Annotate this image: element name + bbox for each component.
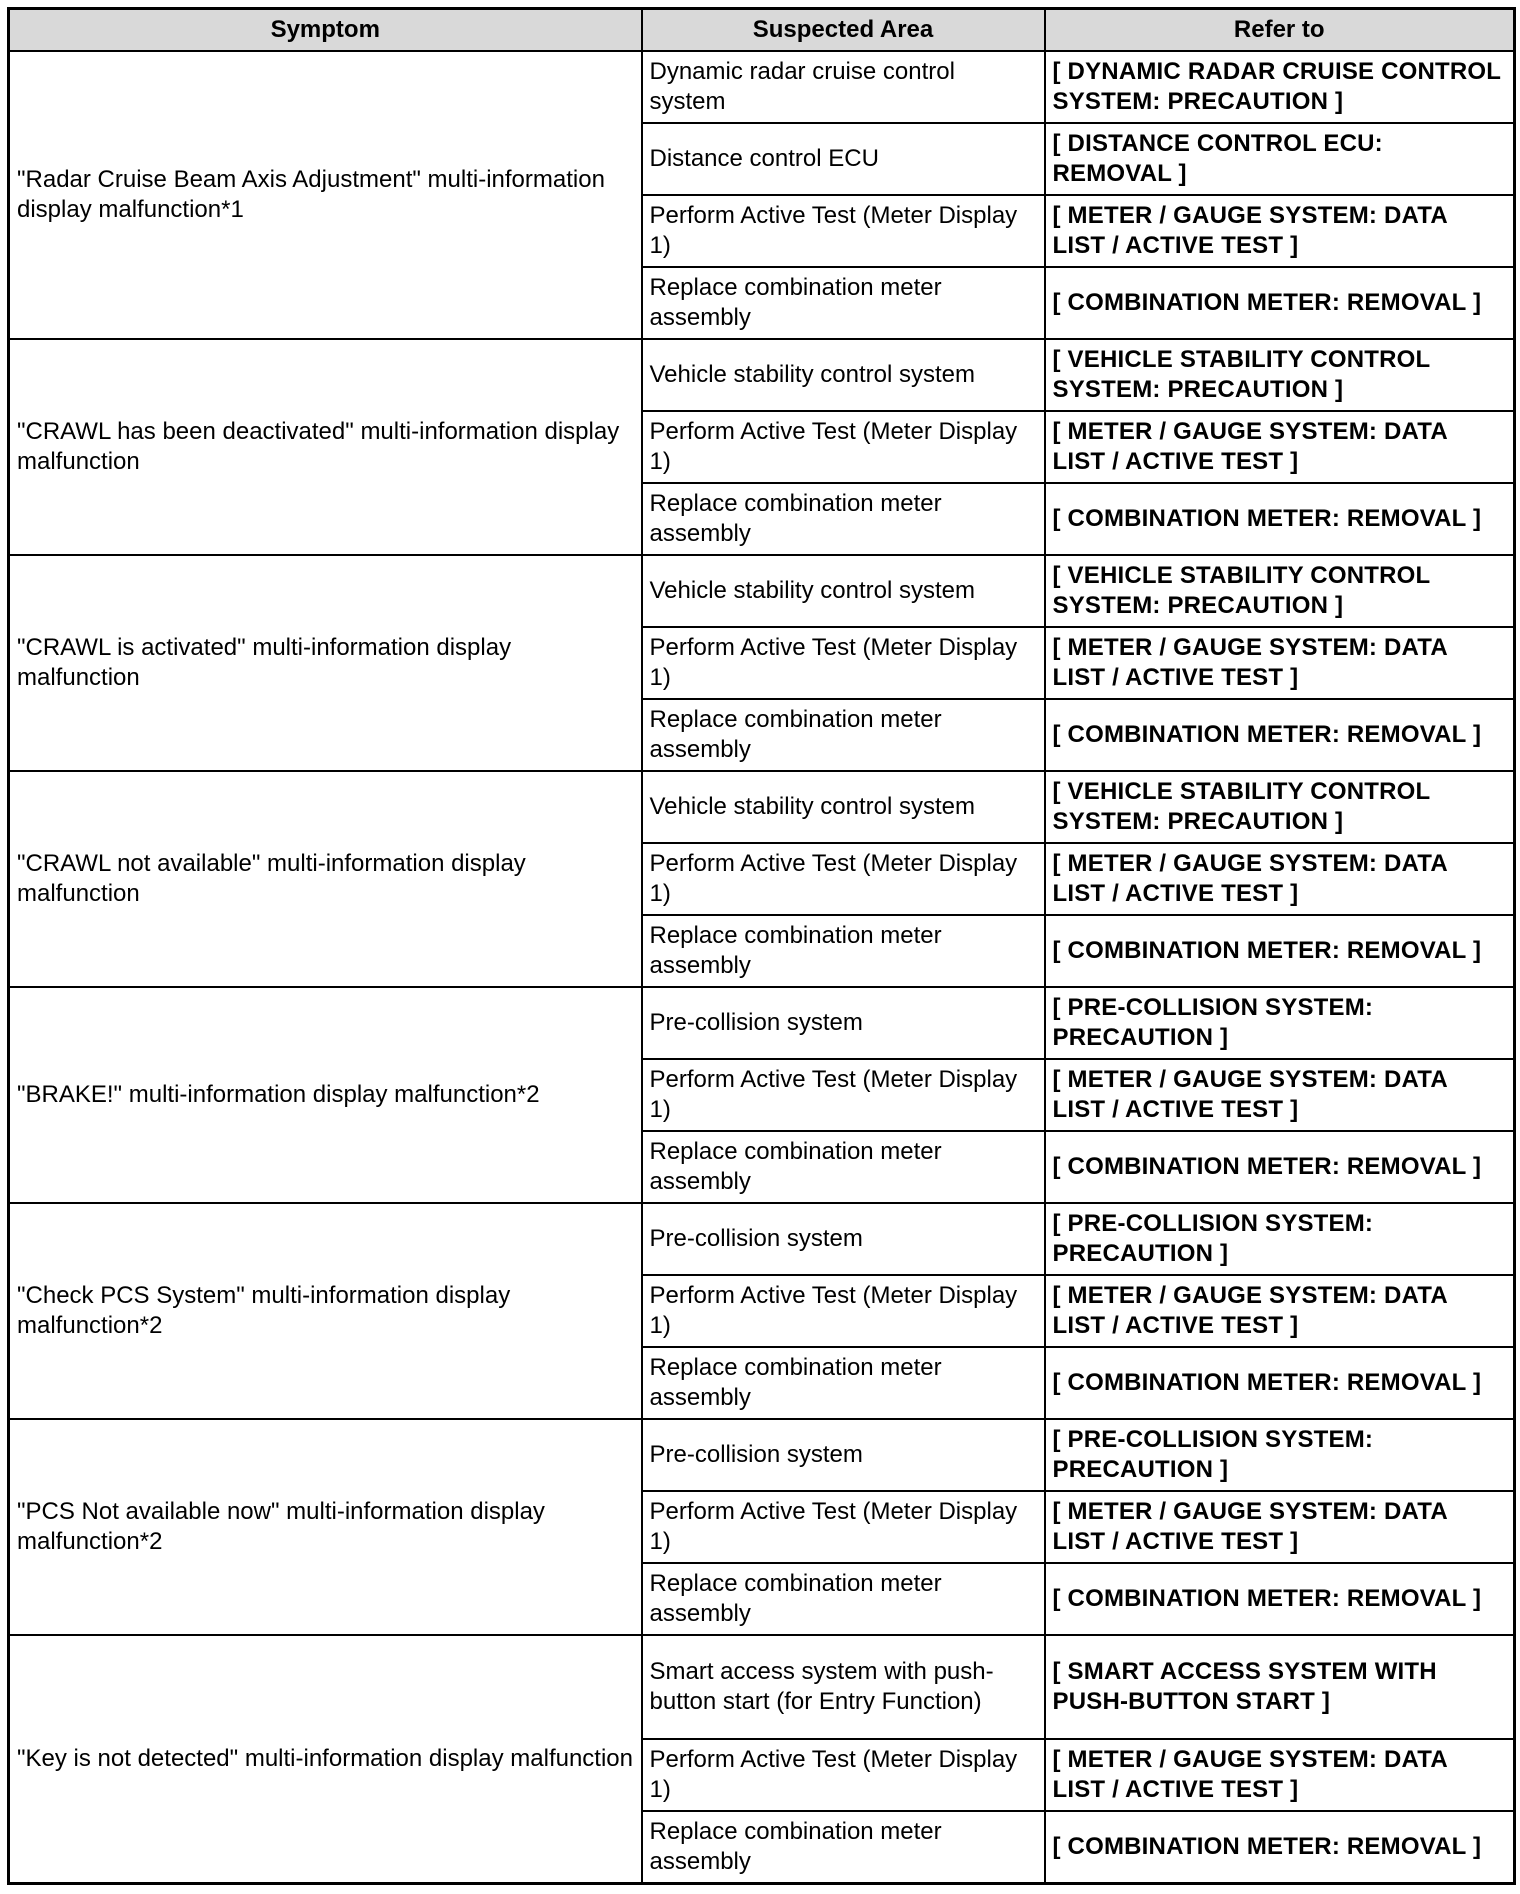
table-row (9, 1203, 1515, 1275)
table-header-row (9, 9, 1515, 52)
suspected-area-cell: Perform Active Test (Meter Display 1) (642, 1275, 1045, 1347)
refer-to-link[interactable]: [ PRE-COLLISION SYSTEM: PRECAUTION ] (1045, 1203, 1515, 1275)
suspected-area-cell: Pre-collision system (642, 1419, 1045, 1491)
table-row (9, 339, 1515, 411)
refer-to-link[interactable]: [ METER / GAUGE SYSTEM: DATA LIST / ACTIVE TEST ] (1045, 843, 1515, 915)
refer-to-link[interactable]: [ PRE-COLLISION SYSTEM: PRECAUTION ] (1045, 1419, 1515, 1491)
refer-to-link[interactable]: [ DYNAMIC RADAR CRUISE CONTROL SYSTEM: PRECAUTION ] (1045, 51, 1515, 123)
suspected-area-cell: Distance control ECU (642, 123, 1045, 195)
refer-to-link[interactable]: [ SMART ACCESS SYSTEM WITH PUSH-BUTTON START ] (1045, 1635, 1515, 1739)
suspected-area-cell: Pre-collision system (642, 1203, 1045, 1275)
suspected-area-cell: Replace combination meter assembly (642, 915, 1045, 987)
refer-to-link[interactable]: [ COMBINATION METER: REMOVAL ] (1045, 483, 1515, 555)
suspected-area-cell: Replace combination meter assembly (642, 267, 1045, 339)
refer-to-link[interactable]: [ VEHICLE STABILITY CONTROL SYSTEM: PRECAUTION ] (1045, 555, 1515, 627)
table-row (9, 51, 1515, 123)
suspected-area-cell: Perform Active Test (Meter Display 1) (642, 411, 1045, 483)
refer-to-link[interactable]: [ COMBINATION METER: REMOVAL ] (1045, 1131, 1515, 1203)
symptom-cell: "Check PCS System" multi-information display malfunction*2 (9, 1203, 642, 1419)
refer-to-link[interactable]: [ COMBINATION METER: REMOVAL ] (1045, 267, 1515, 339)
suspected-area-cell: Replace combination meter assembly (642, 1563, 1045, 1635)
refer-to-link[interactable]: [ METER / GAUGE SYSTEM: DATA LIST / ACTIVE TEST ] (1045, 1739, 1515, 1811)
suspected-area-cell: Replace combination meter assembly (642, 483, 1045, 555)
symptom-cell: "CRAWL not available" multi-information display malfunction (9, 771, 642, 987)
suspected-area-cell: Perform Active Test (Meter Display 1) (642, 1491, 1045, 1563)
suspected-area-cell: Perform Active Test (Meter Display 1) (642, 627, 1045, 699)
symptom-cell: "CRAWL has been deactivated" multi-information display malfunction (9, 339, 642, 555)
suspected-area-cell: Vehicle stability control system (642, 339, 1045, 411)
suspected-area-cell: Pre-collision system (642, 987, 1045, 1059)
header-symptom: Symptom (9, 9, 642, 52)
suspected-area-cell: Vehicle stability control system (642, 555, 1045, 627)
symptom-cell: "Key is not detected" multi-information display malfunction (9, 1635, 642, 1883)
suspected-area-cell: Replace combination meter assembly (642, 1131, 1045, 1203)
refer-to-link[interactable]: [ DISTANCE CONTROL ECU: REMOVAL ] (1045, 123, 1515, 195)
table-row (9, 555, 1515, 627)
refer-to-link[interactable]: [ VEHICLE STABILITY CONTROL SYSTEM: PRECAUTION ] (1045, 771, 1515, 843)
table-row (9, 771, 1515, 843)
refer-to-link[interactable]: [ METER / GAUGE SYSTEM: DATA LIST / ACTIVE TEST ] (1045, 1059, 1515, 1131)
refer-to-link[interactable]: [ COMBINATION METER: REMOVAL ] (1045, 699, 1515, 771)
table-row (9, 987, 1515, 1059)
refer-to-link[interactable]: [ COMBINATION METER: REMOVAL ] (1045, 915, 1515, 987)
suspected-area-cell: Replace combination meter assembly (642, 1811, 1045, 1883)
suspected-area-cell: Vehicle stability control system (642, 771, 1045, 843)
symptom-cell: "Radar Cruise Beam Axis Adjustment" multi-information display malfunction*1 (9, 51, 642, 339)
header-refer-to: Refer to (1045, 9, 1515, 52)
refer-to-link[interactable]: [ METER / GAUGE SYSTEM: DATA LIST / ACTIVE TEST ] (1045, 411, 1515, 483)
problem-symptoms-table (7, 7, 1516, 1885)
refer-to-link[interactable]: [ PRE-COLLISION SYSTEM: PRECAUTION ] (1045, 987, 1515, 1059)
refer-to-link[interactable]: [ METER / GAUGE SYSTEM: DATA LIST / ACTIVE TEST ] (1045, 627, 1515, 699)
table-row (9, 1419, 1515, 1491)
refer-to-link[interactable]: [ VEHICLE STABILITY CONTROL SYSTEM: PRECAUTION ] (1045, 339, 1515, 411)
refer-to-link[interactable]: [ METER / GAUGE SYSTEM: DATA LIST / ACTIVE TEST ] (1045, 195, 1515, 267)
symptom-cell: "BRAKE!" multi-information display malfunction*2 (9, 987, 642, 1203)
symptom-cell: "CRAWL is activated" multi-information display malfunction (9, 555, 642, 771)
suspected-area-cell: Perform Active Test (Meter Display 1) (642, 1059, 1045, 1131)
refer-to-link[interactable]: [ COMBINATION METER: REMOVAL ] (1045, 1563, 1515, 1635)
suspected-area-cell: Perform Active Test (Meter Display 1) (642, 195, 1045, 267)
symptom-cell: "PCS Not available now" multi-information display malfunction*2 (9, 1419, 642, 1635)
header-suspected-area: Suspected Area (642, 9, 1045, 52)
refer-to-link[interactable]: [ METER / GAUGE SYSTEM: DATA LIST / ACTIVE TEST ] (1045, 1275, 1515, 1347)
suspected-area-cell: Smart access system with push-button start (for Entry Function) (642, 1635, 1045, 1739)
suspected-area-cell: Perform Active Test (Meter Display 1) (642, 843, 1045, 915)
table-row (9, 1635, 1515, 1739)
suspected-area-cell: Replace combination meter assembly (642, 699, 1045, 771)
suspected-area-cell: Dynamic radar cruise control system (642, 51, 1045, 123)
refer-to-link[interactable]: [ COMBINATION METER: REMOVAL ] (1045, 1347, 1515, 1419)
refer-to-link[interactable]: [ METER / GAUGE SYSTEM: DATA LIST / ACTIVE TEST ] (1045, 1491, 1515, 1563)
suspected-area-cell: Perform Active Test (Meter Display 1) (642, 1739, 1045, 1811)
refer-to-link[interactable]: [ COMBINATION METER: REMOVAL ] (1045, 1811, 1515, 1883)
suspected-area-cell: Replace combination meter assembly (642, 1347, 1045, 1419)
